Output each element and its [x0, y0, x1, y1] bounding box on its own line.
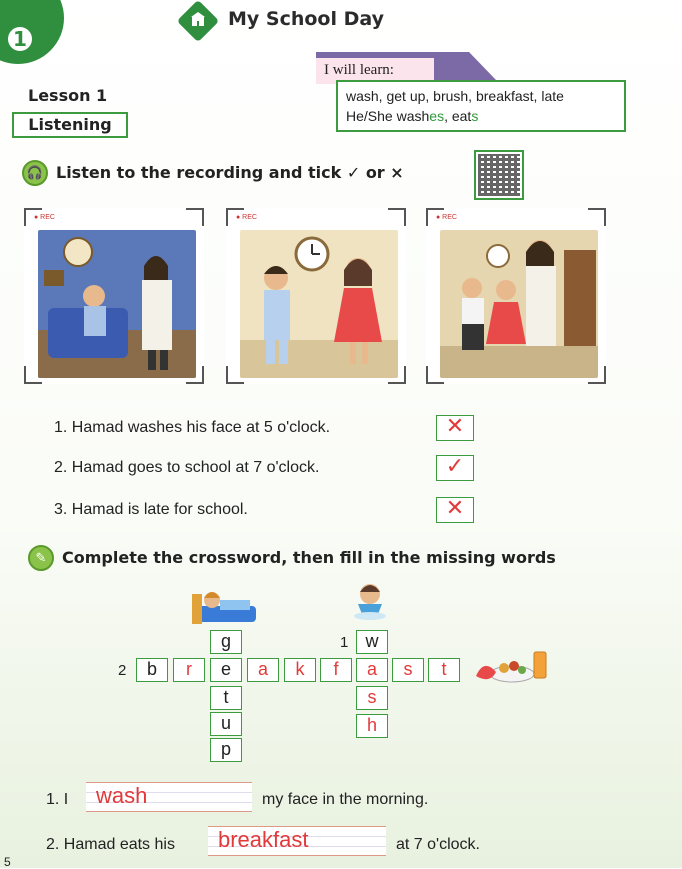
qr-pattern — [478, 154, 520, 196]
frame-corner — [388, 208, 406, 226]
picture-frame-2 — [226, 208, 406, 384]
pencil-icon: ✎ — [28, 545, 54, 571]
fill-2-blank[interactable]: breakfast — [208, 826, 386, 856]
lesson-label: Lesson 1 — [28, 86, 108, 105]
rec-label: ● REC — [236, 214, 257, 221]
section-label: Listening — [12, 112, 128, 138]
learn-tab-label: I will learn: — [316, 58, 434, 84]
picture-frame-1 — [24, 208, 204, 384]
activity2-instruction: Complete the crossword, then fill in the missing words — [62, 548, 556, 567]
scene-boy-girl-clock — [240, 230, 398, 378]
frame-corner — [186, 366, 204, 384]
learn-box — [336, 80, 626, 132]
statement-1: 1. Hamad washes his face at 5 o'clock. — [54, 419, 331, 436]
frame-corner — [24, 208, 42, 226]
learn-line-2 — [346, 106, 616, 126]
activity1-instruction: Listen to the recording and tick ✓ or × — [56, 163, 404, 182]
page-number: 5 — [4, 855, 11, 869]
rec-label: ● REC — [436, 214, 457, 221]
answer-box-3[interactable]: ✕ — [436, 497, 474, 523]
crossword-cell-b[interactable]: b — [136, 658, 168, 682]
frame-corner — [226, 366, 244, 384]
crossword-cell-r[interactable]: r — [173, 658, 205, 682]
crossword-cell-u[interactable]: u — [210, 712, 242, 736]
fill-2-suffix: at 7 o'clock. — [396, 836, 480, 853]
qr-code[interactable] — [474, 150, 524, 200]
statement-2: 2. Hamad goes to school at 7 o'clock. — [54, 459, 320, 476]
fill-2-prefix: 2. Hamad eats his — [46, 836, 175, 853]
frame-corner — [388, 366, 406, 384]
crossword-cell-h[interactable]: h — [356, 714, 388, 738]
learn-line-1: wash, get up, brush, breakfast, late — [346, 88, 564, 104]
headphones-icon: 🎧 — [22, 160, 48, 186]
scene-boy-in-bed — [38, 230, 196, 378]
crossword-cell-a2[interactable]: a — [356, 658, 388, 682]
school-glyph-icon — [188, 10, 208, 30]
crossword-cell-s2[interactable]: s — [356, 686, 388, 710]
crossword-cell-k[interactable]: k — [284, 658, 316, 682]
learn-line-2-prefix: He/She wash — [346, 108, 430, 124]
fill-1-suffix: my face in the morning. — [262, 791, 429, 808]
breakfast-picture — [472, 646, 552, 686]
answer-box-1[interactable]: ✕ — [436, 415, 474, 441]
frame-corner — [426, 208, 444, 226]
frame-corner — [24, 366, 42, 384]
scene-family-at-door — [440, 230, 598, 378]
clue-number-1: 1 — [340, 634, 349, 651]
crossword-cell-e[interactable]: e — [210, 658, 242, 682]
frame-corner — [588, 208, 606, 226]
statement-3: 3. Hamad is late for school. — [54, 501, 248, 518]
crossword-cell-g[interactable]: g — [210, 630, 242, 654]
frame-corner — [186, 208, 204, 226]
unit-number: 1 — [6, 25, 34, 53]
page-title: My School Day — [228, 8, 385, 30]
frame-corner — [588, 366, 606, 384]
crossword-cell-p[interactable]: p — [210, 738, 242, 762]
wake-up-picture — [190, 582, 260, 628]
frame-corner — [226, 208, 244, 226]
fill-1-blank[interactable]: wash — [86, 782, 252, 812]
crossword-cell-t1[interactable]: t — [428, 658, 460, 682]
crossword-cell-t2[interactable]: t — [210, 686, 242, 710]
washing-face-picture — [350, 580, 390, 622]
fill-1-prefix: 1. I — [46, 791, 69, 808]
learn-line-2-middle: , eat — [444, 108, 472, 124]
crossword-cell-f[interactable]: f — [320, 658, 352, 682]
answer-box-2[interactable]: ✓ — [436, 455, 474, 481]
learn-suffix-s: s — [471, 108, 479, 124]
picture-frame-3 — [426, 208, 606, 384]
rec-label: ● REC — [34, 214, 55, 221]
learn-suffix-es: es — [429, 108, 445, 124]
crossword-cell-s1[interactable]: s — [392, 658, 424, 682]
crossword-cell-a1[interactable]: a — [247, 658, 279, 682]
clue-number-2: 2 — [118, 662, 127, 679]
frame-corner — [426, 366, 444, 384]
crossword-cell-w[interactable]: w — [356, 630, 388, 654]
